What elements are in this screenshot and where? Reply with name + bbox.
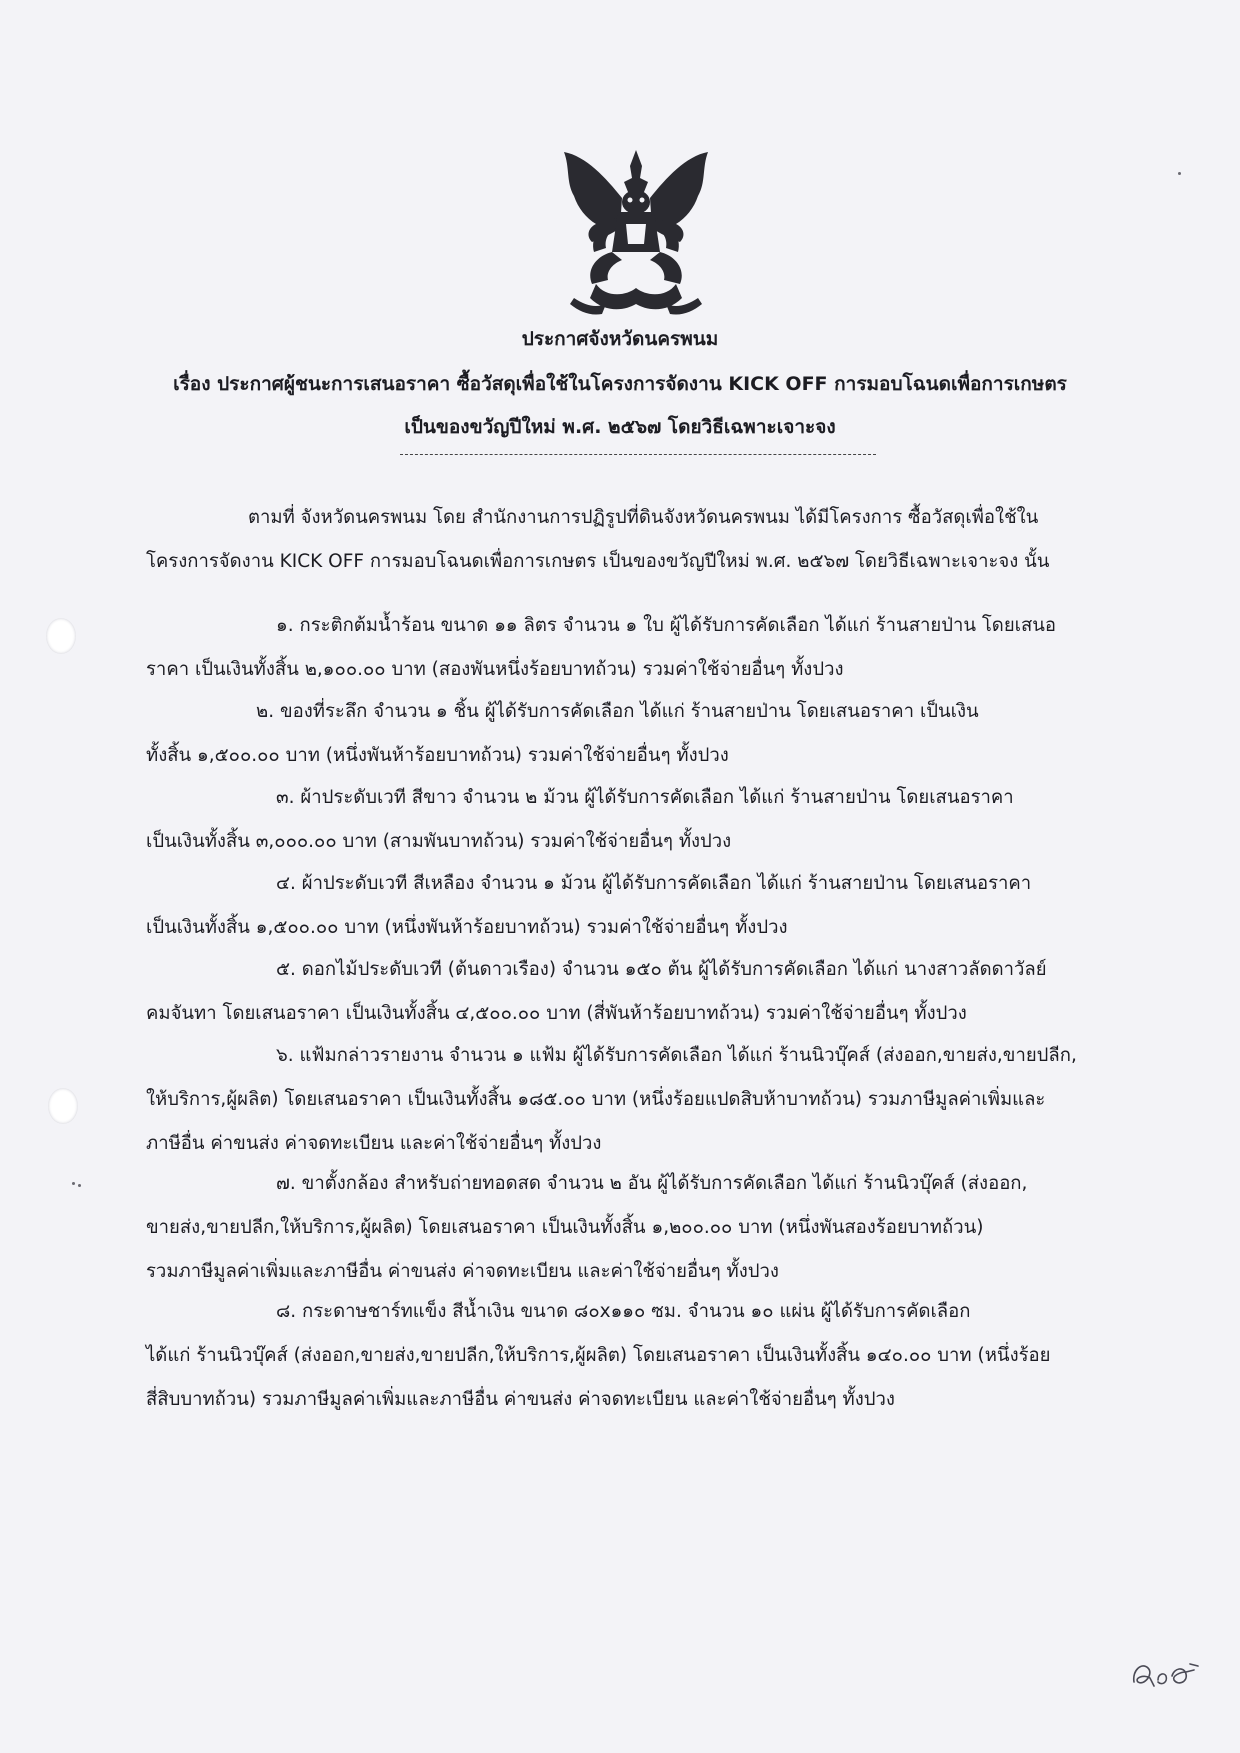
intro-paragraph — [146, 496, 1128, 584]
intro-line: โครงการจัดงาน KICK OFF การมอบโฉนดเพื่อการเกษตร เป็นของขวัญปีใหม่ พ.ศ. ๒๕๖๗ โดยวิธีเฉพาะเจาะจง นั้น — [146, 551, 1050, 572]
paper-speck — [1178, 172, 1181, 175]
item-5 — [146, 948, 1128, 1036]
item-line: สี่สิบบาทถ้วน) รวมภาษีมูลค่าเพิ่มและภาษีอื่น ค่าขนส่ง ค่าจดทะเบียน และค่าใช้จ่ายอื่นๆ ทั้งปวง — [146, 1389, 895, 1410]
item-line: ได้แก่ ร้านนิวบุ๊คส์ (ส่งออก,ขายส่ง,ขายปลีก,ให้บริการ,ผู้ผลิต) โดยเสนอราคา เป็นเงินทั้งสิ้น ๑๔๐.๐๐ บาท (หนึ่งร้อย — [146, 1345, 1051, 1366]
punch-hole — [46, 618, 76, 654]
item-line: เป็นเงินทั้งสิ้น ๑,๕๐๐.๐๐ บาท (หนึ่งพันห้าร้อยบาทถ้วน) รวมค่าใช้จ่ายอื่นๆ ทั้งปวง — [146, 917, 788, 938]
item-line: ๑. กระติกต้มน้ำร้อน ขนาด ๑๑ ลิตร จำนวน ๑ ใบ ผู้ได้รับการคัดเลือก ได้แก่ ร้านสายป่าน โดยเสนอ — [276, 615, 1057, 636]
paper-speck — [78, 1184, 81, 1187]
document-title: ประกาศจังหวัดนครพนม — [521, 328, 719, 350]
item-line: ๕. ดอกไม้ประดับเวที (ต้นดาวเรือง) จำนวน ๑๕๐ ต้น ผู้ได้รับการคัดเลือก ได้แก่ นางสาวลัดดาวัลย์ — [276, 959, 1047, 980]
item-line: เป็นเงินทั้งสิ้น ๓,๐๐๐.๐๐ บาท (สามพันบาทถ้วน) รวมค่าใช้จ่ายอื่นๆ ทั้งปวง — [146, 831, 732, 852]
subject-line-continued: เป็นของขวัญปีใหม่ พ.ศ. ๒๕๖๗ โดยวิธีเฉพาะเจาะจง — [404, 416, 836, 438]
item-line: ๘. กระดาษชาร์ทแข็ง สีน้ำเงิน ขนาด ๘๐x๑๑๐ ซม. จำนวน ๑๐ แผ่น ผู้ได้รับการคัดเลือก — [276, 1301, 971, 1322]
item-6 — [146, 1034, 1128, 1166]
item-4 — [146, 862, 1128, 950]
paper-speck — [72, 1182, 75, 1185]
item-line: ๖. แฟ้มกล่าวรายงาน จำนวน ๑ แฟ้ม ผู้ได้รับการคัดเลือก ได้แก่ ร้านนิวบุ๊คส์ (ส่งออก,ขายส่ง,ขายปลีก, — [276, 1045, 1077, 1066]
item-line: ภาษีอื่น ค่าขนส่ง ค่าจดทะเบียน และค่าใช้จ่ายอื่นๆ ทั้งปวง — [146, 1133, 602, 1154]
item-line: ๗. ขาตั้งกล้อง สำหรับถ่ายทอดสด จำนวน ๒ อัน ผู้ได้รับการคัดเลือก ได้แก่ ร้านนิวบุ๊คส์ (ส่งออก, — [276, 1173, 1028, 1194]
item-line: ทั้งสิ้น ๑,๕๐๐.๐๐ บาท (หนึ่งพันห้าร้อยบาทถ้วน) รวมค่าใช้จ่ายอื่นๆ ทั้งปวง — [146, 745, 729, 766]
separator-rule — [400, 454, 876, 455]
item-line: คมจันทา โดยเสนอราคา เป็นเงินทั้งสิ้น ๔,๕๐๐.๐๐ บาท (สี่พันห้าร้อยบาทถ้วน) รวมค่าใช้จ่ายอื่นๆ ทั้งปวง — [146, 1003, 967, 1024]
item-line: ราคา เป็นเงินทั้งสิ้น ๒,๑๐๐.๐๐ บาท (สองพันหนึ่งร้อยบาทถ้วน) รวมค่าใช้จ่ายอื่นๆ ทั้งปวง — [146, 659, 844, 680]
item-line: ๓. ผ้าประดับเวที สีขาว จำนวน ๒ ม้วน ผู้ได้รับการคัดเลือก ได้แก่ ร้านสายป่าน โดยเสนอราคา — [276, 787, 1014, 808]
item-line: ๔. ผ้าประดับเวที สีเหลือง จำนวน ๑ ม้วน ผู้ได้รับการคัดเลือก ได้แก่ ร้านสายป่าน โดยเสนอราคา — [276, 873, 1032, 894]
item-line: รวมภาษีมูลค่าเพิ่มและภาษีอื่น ค่าขนส่ง ค่าจดทะเบียน และค่าใช้จ่ายอื่นๆ ทั้งปวง — [146, 1261, 779, 1282]
item-1 — [146, 604, 1128, 692]
item-line: ๒. ของที่ระลึก จำนวน ๑ ชิ้น ผู้ได้รับการคัดเลือก ได้แก่ ร้านสายป่าน โดยเสนอราคา เป็นเงิน — [256, 701, 979, 722]
item-2 — [146, 690, 1128, 778]
item-line: ให้บริการ,ผู้ผลิต) โดยเสนอราคา เป็นเงินทั้งสิ้น ๑๘๕.๐๐ บาท (หนึ่งร้อยแปดสิบห้าบาทถ้วน) รวมภาษีมูลค่าเพิ่มและ — [146, 1089, 1046, 1110]
punch-hole — [48, 1088, 78, 1124]
intro-line: ตามที่ จังหวัดนครพนม โดย สำนักงานการปฏิรูปที่ดินจังหวัดนครพนม ได้มีโครงการ ซื้อวัสดุเพื่อใช้ใน — [248, 507, 1039, 528]
handwritten-initials-icon — [1128, 1652, 1208, 1696]
subject-line: เรื่อง ประกาศผู้ชนะการเสนอราคา ซื้อวัสดุเพื่อใช้ในโครงการจัดงาน KICK OFF การมอบโฉนดเพื่อการเกษตร — [173, 373, 1067, 395]
item-3 — [146, 776, 1128, 864]
item-8 — [146, 1290, 1128, 1422]
garuda-emblem-icon — [556, 148, 716, 320]
item-7 — [146, 1162, 1128, 1294]
item-line: ขายส่ง,ขายปลีก,ให้บริการ,ผู้ผลิต) โดยเสนอราคา เป็นเงินทั้งสิ้น ๑,๒๐๐.๐๐ บาท (หนึ่งพันสองร้อยบาทถ้วน) — [146, 1217, 984, 1238]
